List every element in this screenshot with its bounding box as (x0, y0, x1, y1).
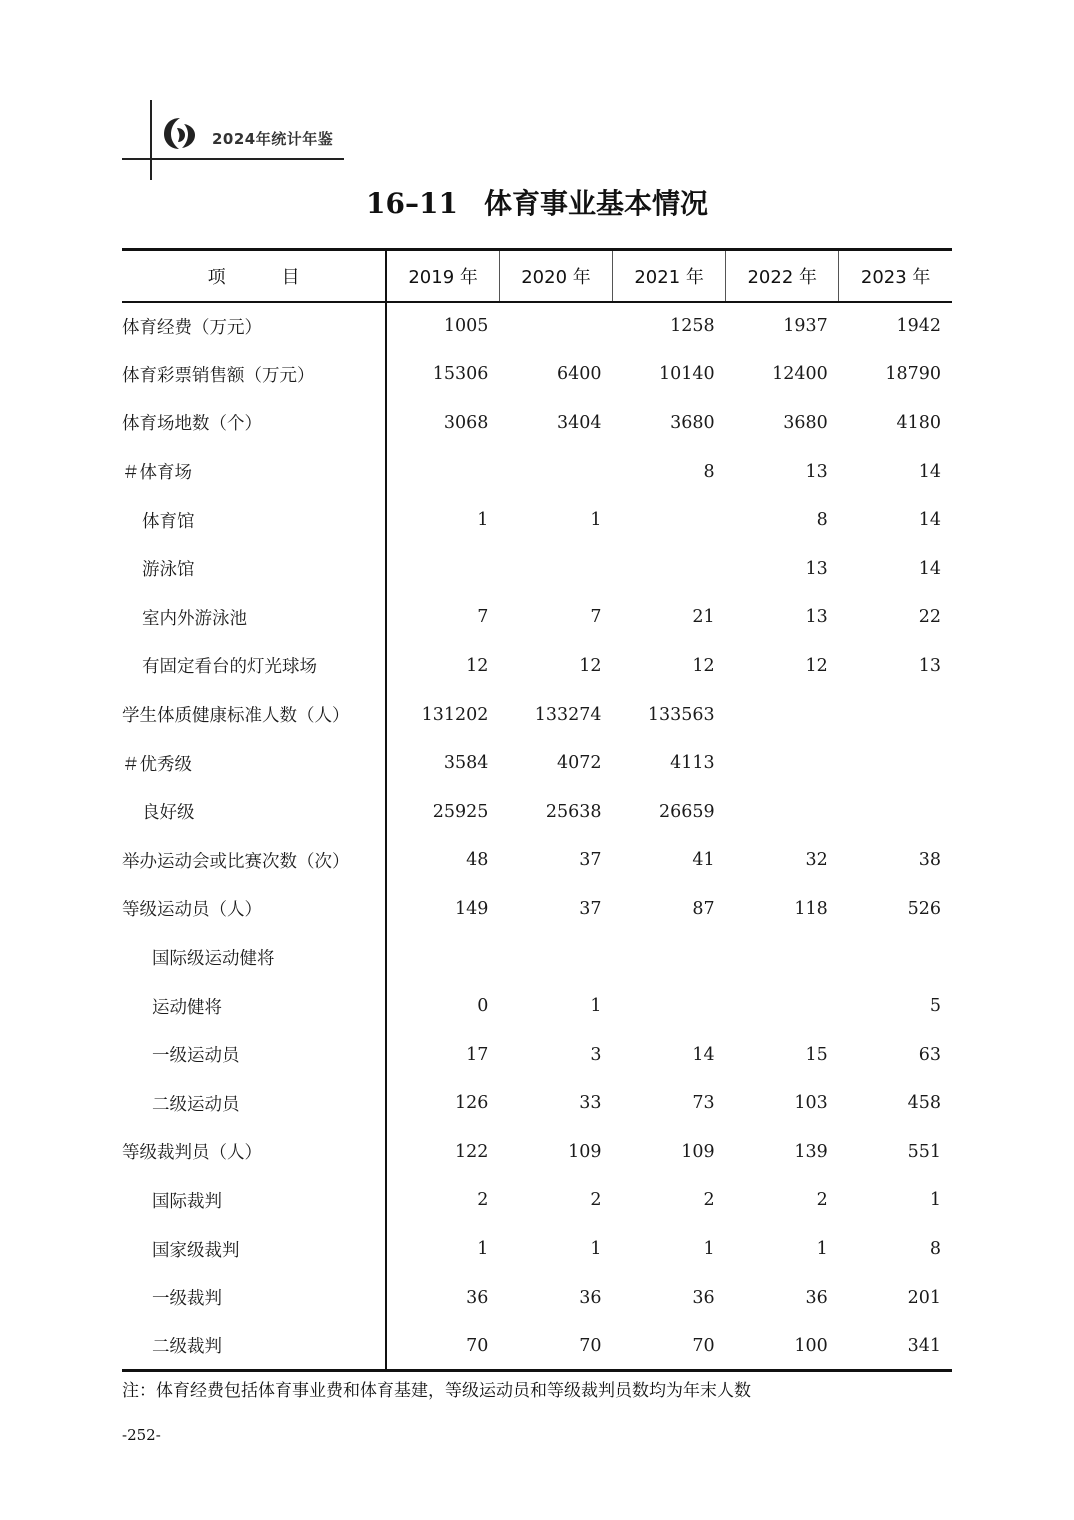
cell-value: 12 (805, 655, 828, 676)
cell-value: 0 (477, 996, 489, 1017)
cell-value: 10140 (659, 364, 715, 385)
yearbook-label: 2024年统计年鉴 (212, 130, 334, 148)
row-label: 游泳馆 (122, 544, 386, 593)
cell-value: 109 (568, 1141, 602, 1162)
cell-value (726, 690, 839, 739)
cell-value: 201 (907, 1287, 941, 1308)
row-label: 学生体质健康标准人数（人） (122, 690, 386, 739)
table-row (122, 739, 952, 788)
cell-value: 2 (590, 1190, 602, 1211)
cell-value: 1005 (443, 316, 489, 337)
cell-value: 131202 (421, 704, 489, 725)
table-row (122, 1079, 952, 1128)
row-label: 有固定看台的灯光球场 (122, 642, 386, 691)
cell-value: 2 (816, 1190, 828, 1211)
cell-value: 1 (477, 1239, 489, 1260)
cell-value (386, 544, 499, 593)
cell-value: 25638 (545, 801, 602, 822)
cell-value: 1942 (896, 316, 941, 337)
cell-value: 25925 (432, 801, 489, 822)
cell-value (839, 787, 952, 836)
cell-value: 3680 (783, 412, 828, 433)
row-label: ＃体育场 (122, 447, 386, 496)
cell-value: 1 (477, 510, 489, 531)
row-label: 一级运动员 (122, 1030, 386, 1079)
table-row (122, 447, 952, 496)
cell-value: 32 (805, 850, 828, 871)
table-row (122, 933, 952, 982)
cell-value (839, 690, 952, 739)
cell-value: 38 (918, 850, 941, 871)
table-row (122, 544, 952, 593)
cell-value: 41 (692, 850, 715, 871)
cell-value: 15 (805, 1044, 828, 1065)
cell-value: 8 (816, 510, 828, 531)
cell-value: 13 (805, 558, 828, 579)
table-row (122, 982, 952, 1031)
cell-value: 133563 (647, 704, 715, 725)
cell-value (726, 787, 839, 836)
cell-value (613, 496, 726, 545)
cell-value: 17 (466, 1044, 489, 1065)
row-label: 二级裁判 (122, 1322, 386, 1371)
row-label: 体育馆 (122, 496, 386, 545)
cell-value: 526 (907, 898, 941, 919)
cell-value: 122 (455, 1141, 489, 1162)
cell-value: 1 (590, 996, 602, 1017)
cell-value (499, 933, 612, 982)
row-label: 举办运动会或比赛次数（次） (122, 836, 386, 885)
table-body (122, 302, 952, 1371)
cell-value: 12 (466, 655, 489, 676)
cell-value: 36 (466, 1287, 489, 1308)
cell-value: 109 (681, 1141, 715, 1162)
yearbook-header (122, 100, 352, 180)
cell-value (613, 544, 726, 593)
cell-value: 70 (499, 1322, 612, 1371)
cell-value: 14 (918, 558, 941, 579)
cell-value: 14 (918, 461, 941, 482)
header-horizontal-rule (122, 158, 344, 160)
cell-value: 18790 (885, 364, 941, 385)
cell-value: 4113 (670, 753, 715, 774)
cell-value: 1258 (670, 316, 715, 337)
cell-value (386, 447, 499, 496)
table-title (0, 182, 1074, 222)
cell-value: 7 (477, 607, 489, 628)
cell-value: 139 (794, 1141, 828, 1162)
table-row (122, 690, 952, 739)
cell-value: 3680 (670, 412, 715, 433)
cell-value: 2 (703, 1190, 715, 1211)
row-label: 等级裁判员（人） (122, 1128, 386, 1177)
cell-value: 103 (794, 1093, 828, 1114)
row-label: 运动健将 (122, 982, 386, 1031)
cell-value: 1 (703, 1239, 715, 1260)
cell-value: 12400 (772, 364, 828, 385)
cell-value: 36 (692, 1287, 715, 1308)
cell-value: 100 (726, 1322, 839, 1371)
row-label: 体育经费（万元） (122, 302, 386, 351)
cell-value: 4072 (557, 753, 602, 774)
cell-value: 63 (918, 1044, 941, 1065)
cell-value: 1 (929, 1190, 941, 1211)
cell-value: 33 (579, 1093, 602, 1114)
row-label: 国际裁判 (122, 1176, 386, 1225)
cell-value (499, 544, 612, 593)
table-title-text: 体育事业基本情况 (483, 187, 708, 220)
cell-value: 37 (579, 850, 602, 871)
cell-value: 70 (613, 1322, 726, 1371)
cell-value (499, 302, 612, 351)
item-column-header (122, 250, 386, 302)
table-row (122, 1030, 952, 1079)
cell-value: 4180 (896, 412, 941, 433)
cell-value: 15306 (432, 364, 489, 385)
row-label: 体育彩票销售额（万元） (122, 350, 386, 399)
row-label: 良好级 (122, 787, 386, 836)
cell-value (499, 447, 612, 496)
row-label: ＃优秀级 (122, 739, 386, 788)
cell-value: 126 (455, 1093, 489, 1114)
cell-value: 12 (579, 655, 602, 676)
cell-value: 3068 (443, 412, 489, 433)
cell-value: 458 (907, 1093, 941, 1114)
table-row (122, 399, 952, 448)
cell-value: 6400 (557, 364, 602, 385)
cell-value: 26659 (659, 801, 715, 822)
row-label: 一级裁判 (122, 1273, 386, 1322)
cell-value (613, 933, 726, 982)
table-row (122, 350, 952, 399)
table-row (122, 593, 952, 642)
row-label: 二级运动员 (122, 1079, 386, 1128)
table-header (122, 250, 952, 302)
cell-value: 21 (692, 607, 715, 628)
cell-value: 37 (579, 898, 602, 919)
table-row (122, 642, 952, 691)
table-row (122, 1322, 952, 1371)
year-header: 2023 年 (839, 250, 952, 302)
cell-value: 13 (918, 655, 941, 676)
header-row (122, 250, 952, 302)
table-row (122, 787, 952, 836)
row-label: 室内外游泳池 (122, 593, 386, 642)
table-row (122, 836, 952, 885)
cell-value: 36 (805, 1287, 828, 1308)
table-row (122, 1225, 952, 1274)
cell-value: 341 (839, 1322, 952, 1371)
cell-value (839, 933, 952, 982)
cell-value: 2 (477, 1190, 489, 1211)
cell-value: 87 (692, 898, 715, 919)
cell-value: 551 (907, 1141, 941, 1162)
cell-value: 1 (590, 510, 602, 531)
cell-value (726, 982, 839, 1031)
cell-value: 73 (692, 1093, 715, 1114)
statistics-table-wrapper (122, 248, 952, 1372)
year-header: 2021 年 (613, 250, 726, 302)
cell-value: 8 (703, 461, 715, 482)
cell-value (726, 933, 839, 982)
year-header: 2022 年 (726, 250, 839, 302)
table-number: 16–11 (366, 187, 458, 220)
cell-value: 22 (918, 607, 941, 628)
cell-value: 133274 (534, 704, 602, 725)
sports-statistics-table (122, 248, 952, 1372)
cell-value: 118 (794, 898, 828, 919)
header-vertical-rule (150, 100, 152, 180)
cell-value: 14 (918, 510, 941, 531)
year-header: 2020 年 (499, 250, 612, 302)
page-number: -252- (122, 1426, 161, 1444)
cell-value: 3404 (557, 412, 602, 433)
row-label: 国际级运动健将 (122, 933, 386, 982)
cell-value: 70 (386, 1322, 499, 1371)
table-row (122, 1176, 952, 1225)
row-label: 体育场地数（个） (122, 399, 386, 448)
cell-value: 7 (590, 607, 602, 628)
cell-value: 48 (466, 850, 489, 871)
table-footnote: 注：体育经费包括体育事业费和体育基建，等级运动员和等级裁判员数均为年末人数 (122, 1381, 751, 1401)
cell-value: 1 (590, 1239, 602, 1260)
cell-value: 5 (929, 996, 941, 1017)
row-label: 国家级裁判 (122, 1225, 386, 1274)
cell-value: 1937 (783, 316, 828, 337)
cell-value: 3584 (443, 753, 489, 774)
cell-value: 36 (579, 1287, 602, 1308)
table-row (122, 885, 952, 934)
cell-value: 12 (692, 655, 715, 676)
item-header-char-1: 项 (207, 266, 226, 288)
cell-value: 8 (929, 1239, 941, 1260)
row-label: 等级运动员（人） (122, 885, 386, 934)
cell-value (726, 739, 839, 788)
cell-value: 3 (590, 1044, 602, 1065)
table-row (122, 1128, 952, 1177)
table-row (122, 496, 952, 545)
cell-value (613, 982, 726, 1031)
item-header-char-2: 目 (281, 266, 300, 288)
cell-value (839, 739, 952, 788)
cell-value: 14 (692, 1044, 715, 1065)
year-header: 2019 年 (386, 250, 499, 302)
table-row (122, 302, 952, 351)
yearbook-logo-icon (160, 114, 200, 154)
cell-value: 149 (455, 898, 489, 919)
cell-value: 1 (816, 1239, 828, 1260)
table-row (122, 1273, 952, 1322)
cell-value: 13 (805, 461, 828, 482)
cell-value (386, 933, 499, 982)
cell-value: 13 (805, 607, 828, 628)
